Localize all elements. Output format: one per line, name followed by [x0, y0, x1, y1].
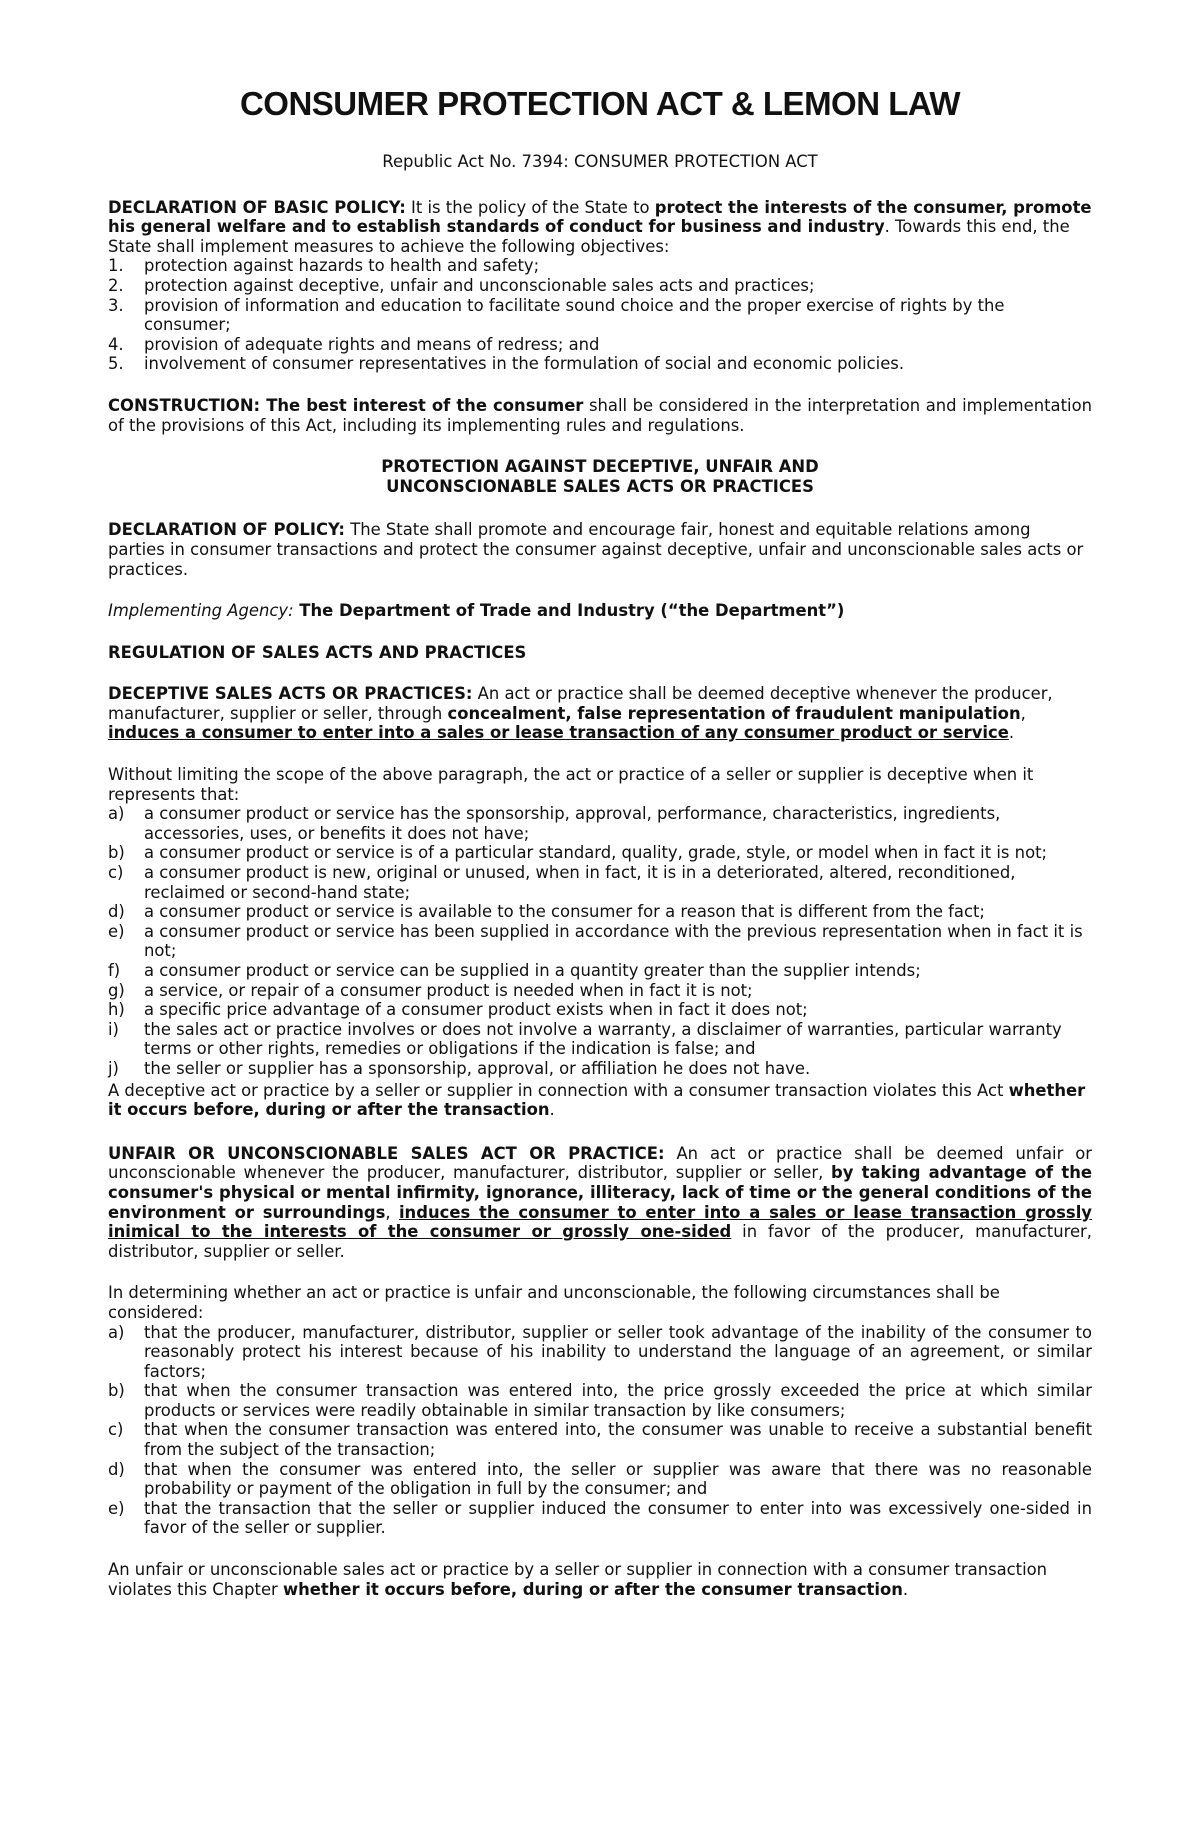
deceptive-heading: DECEPTIVE SALES ACTS OR PRACTICES: — [108, 684, 473, 704]
deceptive-item-text: a consumer product or service is available to the consumer for a reason that is different from the fact; — [144, 902, 985, 922]
deceptive-item-text: the seller or supplier has a sponsorship, approval, or affiliation he does not have. — [144, 1058, 811, 1078]
objectives-list — [108, 256, 1092, 374]
unfair-item-marker: e) — [108, 1498, 125, 1518]
deceptive-item-marker: c) — [108, 863, 124, 883]
deceptive-emphasis: concealment, false representation of fraudulent manipulation — [447, 703, 1021, 723]
protection-heading-line-2: UNCONSCIONABLE SALES ACTS OR PRACTICES — [386, 476, 814, 496]
unfair-closing-text-2: . — [902, 1579, 909, 1599]
unfair-underlined: induces the consumer to enter into a sales or lease transaction grossly inimical to the interests of the consumer or grossly one-sided — [108, 1202, 1092, 1242]
deceptive-item-text: a consumer product or service has been supplied in accordance with the previous representation when in fact it is not; — [144, 921, 1083, 961]
deceptive-item-text: a service, or repair of a consumer product is needed when in fact it is not; — [144, 980, 753, 1000]
regulation-heading-text: REGULATION OF SALES ACTS AND PRACTICES — [108, 642, 527, 662]
unfair-item — [108, 1381, 1092, 1420]
deceptive-item-text: a specific price advantage of a consumer product exists when in fact it does not; — [144, 1000, 808, 1020]
construction-paragraph — [108, 396, 1092, 435]
unfair-text-2: , — [385, 1202, 399, 1222]
deceptive-item — [108, 961, 1092, 981]
objective-item-marker: 5. — [108, 354, 124, 374]
construction-emphasis: The best interest of the consumer — [260, 395, 584, 415]
deceptive-item — [108, 804, 1092, 843]
deceptive-item — [108, 902, 1092, 922]
objective-item — [108, 296, 1092, 335]
deceptive-item-text: the sales act or practice involves or does not involve a warranty, a disclaimer of warranties, particular warranty terms or other rights, remedies or obligations if the indication is false; and — [144, 1019, 1062, 1059]
basic-policy-heading: DECLARATION OF BASIC POLICY: — [108, 197, 406, 217]
deceptive-item-marker: a) — [108, 804, 125, 824]
objective-item-text: provision of information and education to facilitate sound choice and the proper exercise of rights by the consumer; — [144, 295, 1005, 335]
protection-heading-line-1: PROTECTION AGAINST DECEPTIVE, UNFAIR AND — [381, 457, 819, 477]
deceptive-intro: Without limiting the scope of the above paragraph, the act or practice of a seller or supplier is deceptive when it represents that: — [108, 765, 1034, 804]
unfair-item-marker: b) — [108, 1381, 125, 1401]
deceptive-item-text: a consumer product or service can be supplied in a quantity greater than the supplier intends; — [144, 961, 921, 980]
deceptive-closing — [108, 1081, 1092, 1120]
objective-item — [108, 335, 1092, 355]
deceptive-item-marker: i) — [108, 1019, 119, 1039]
regulation-heading — [108, 643, 1092, 663]
unfair-item-text: that when the consumer transaction was entered into, the price grossly exceeded the price at which similar products or services were readily obtainable in similar transaction by like consumers; — [144, 1381, 1092, 1420]
agency-paragraph — [108, 601, 1092, 621]
unfair-item — [108, 1460, 1092, 1499]
unfair-emphasis: by taking advantage of the consumer's physical or mental infirmity, ignorance, illiteracy, lack of time or the general conditions of the environment or surroundings — [108, 1163, 1092, 1222]
document-subtitle: Republic Act No. 7394: CONSUMER PROTECTION ACT — [382, 152, 818, 171]
objective-item — [108, 276, 1092, 296]
objective-item-marker: 1. — [108, 256, 124, 276]
unfair-closing-text-1: An unfair or unconscionable sales act or practice by a seller or supplier in connection with a consumer transaction violates this Chapter — [108, 1560, 1048, 1599]
deceptive-closing-text-1: A deceptive act or practice by a seller or supplier in connection with a consumer transaction violates this Act — [108, 1080, 1009, 1100]
deceptive-underlined: induces a consumer to enter into a sales or lease transaction of any consumer product or service — [108, 723, 1009, 743]
unfair-closing-emphasis: whether it occurs before, during or after the consumer transaction — [283, 1579, 903, 1599]
unfair-item — [108, 1499, 1092, 1538]
deceptive-item-marker: e) — [108, 921, 125, 941]
deceptive-item — [108, 981, 1092, 1001]
deceptive-item — [108, 1020, 1092, 1059]
protection-heading — [108, 457, 1092, 496]
unfair-item-text: that the producer, manufacturer, distributor, supplier or seller took advantage of the inability of the consumer to reasonably protect his interest because of his inability to understand the language of an agreement, or similar factors; — [144, 1322, 1092, 1381]
unfair-item-text: that the transaction that the seller or supplier induced the consumer to enter into was excessively one-sided in favor of the seller or supplier. — [144, 1498, 1092, 1538]
objective-item-marker: 3. — [108, 295, 124, 315]
objective-item-text: protection against deceptive, unfair and unconscionable sales acts and practices; — [144, 275, 815, 295]
objective-item-marker: 2. — [108, 275, 124, 295]
deceptive-item — [108, 922, 1092, 961]
deceptive-item-marker: d) — [108, 902, 125, 922]
deceptive-text-2: , — [1020, 703, 1026, 723]
deceptive-item-marker: g) — [108, 980, 125, 1000]
basic-policy-text-1: It is the policy of the State to — [405, 197, 655, 217]
declaration-policy-text: The State shall promote and encourage fair, honest and equitable relations among parties in consumer transactions and protect the consumer against deceptive, unfair and unconscionable sales acts or practices. — [108, 520, 1084, 579]
basic-policy-text-2: . Towards this end, the State shall implement measures to achieve the following objectives: — [108, 217, 1070, 256]
declaration-policy-paragraph — [108, 520, 1092, 579]
unfair-closing — [108, 1560, 1092, 1599]
construction-text: shall be considered in the interpretation and implementation of the provisions of this Act, including its implementing rules and regulations. — [108, 395, 1092, 435]
objective-item-text: provision of adequate rights and means of redress; and — [144, 334, 600, 354]
deceptive-item — [108, 843, 1092, 863]
construction-heading: CONSTRUCTION: — [108, 395, 261, 415]
unfair-item-marker: c) — [108, 1420, 124, 1440]
deceptive-item — [108, 1059, 1092, 1079]
deceptive-item-marker: f) — [108, 961, 121, 980]
deceptive-item — [108, 863, 1092, 902]
unfair-text-3: in favor of the producer, manufacturer, distributor, supplier or seller. — [108, 1222, 1092, 1261]
basic-policy-paragraph — [108, 198, 1092, 257]
deceptive-paragraph — [108, 684, 1092, 743]
objective-item — [108, 256, 1092, 276]
unfair-intro: In determining whether an act or practice is unfair and unconscionable, the following circumstances shall be considered: — [108, 1283, 1000, 1322]
unfair-item-text: that when the consumer was entered into, the seller or supplier was aware that there was no reasonable probability or payment of the obligation in full by the consumer; and — [144, 1459, 1092, 1499]
objective-item-text: protection against hazards to health and safety; — [144, 256, 540, 276]
agency-value: The Department of Trade and Industry (“the Department”) — [293, 601, 845, 621]
deceptive-item-text: a consumer product is new, original or unused, when in fact, it is in a deteriorated, altered, reconditioned, reclaimed or second-hand state; — [144, 863, 1016, 902]
deceptive-item-text: a consumer product or service has the sponsorship, approval, performance, characteristics, ingredients, accessories, uses, or benefits it does not have; — [144, 804, 1001, 843]
objective-item-marker: 4. — [108, 334, 124, 354]
unfair-item — [108, 1323, 1092, 1382]
deceptive-text-1: An act or practice shall be deemed deceptive whenever the producer, manufacturer, supplier or seller, through — [108, 684, 1053, 723]
deceptive-item-text: a consumer product or service is of a particular standard, quality, grade, style, or model when in fact it is not; — [144, 843, 1048, 863]
unfair-heading: UNFAIR OR UNCONSCIONABLE SALES ACT OR PRACTICE: — [108, 1143, 665, 1163]
unfair-paragraph — [108, 1144, 1092, 1262]
deceptive-item-marker: h) — [108, 1000, 125, 1020]
unfair-item-marker: d) — [108, 1459, 125, 1479]
unfair-item-text: that when the consumer transaction was entered into, the consumer was unable to receive a substantial benefit from the subject of the transaction; — [144, 1420, 1092, 1460]
agency-label: Implementing Agency: — [108, 601, 294, 621]
unfair-list — [108, 1323, 1092, 1539]
deceptive-closing-emphasis: whether it occurs before, during or after the transaction — [108, 1080, 1086, 1120]
unfair-item — [108, 1420, 1092, 1459]
deceptive-text-3: . — [1008, 723, 1015, 743]
basic-policy-emphasis: protect the interests of the consumer, promote his general welfare and to establish standards of conduct for business and industry — [108, 197, 1092, 237]
unfair-item-marker: a) — [108, 1322, 125, 1342]
deceptive-item — [108, 1000, 1092, 1020]
deceptive-list — [108, 804, 1092, 1078]
unfair-text-1: An act or practice shall be deemed unfair or unconscionable whenever the producer, manufacturer, distributor, supplier or seller, — [108, 1143, 1092, 1183]
document-title: CONSUMER PROTECTION ACT & LEMON LAW — [239, 85, 961, 122]
objective-item — [108, 354, 1092, 374]
deceptive-item-marker: j) — [108, 1058, 119, 1078]
deceptive-closing-text-2: . — [549, 1100, 555, 1120]
declaration-policy-heading: DECLARATION OF POLICY: — [108, 520, 345, 540]
objective-item-text: involvement of consumer representatives in the formulation of social and economic policies. — [144, 354, 905, 374]
deceptive-item-marker: b) — [108, 843, 125, 863]
